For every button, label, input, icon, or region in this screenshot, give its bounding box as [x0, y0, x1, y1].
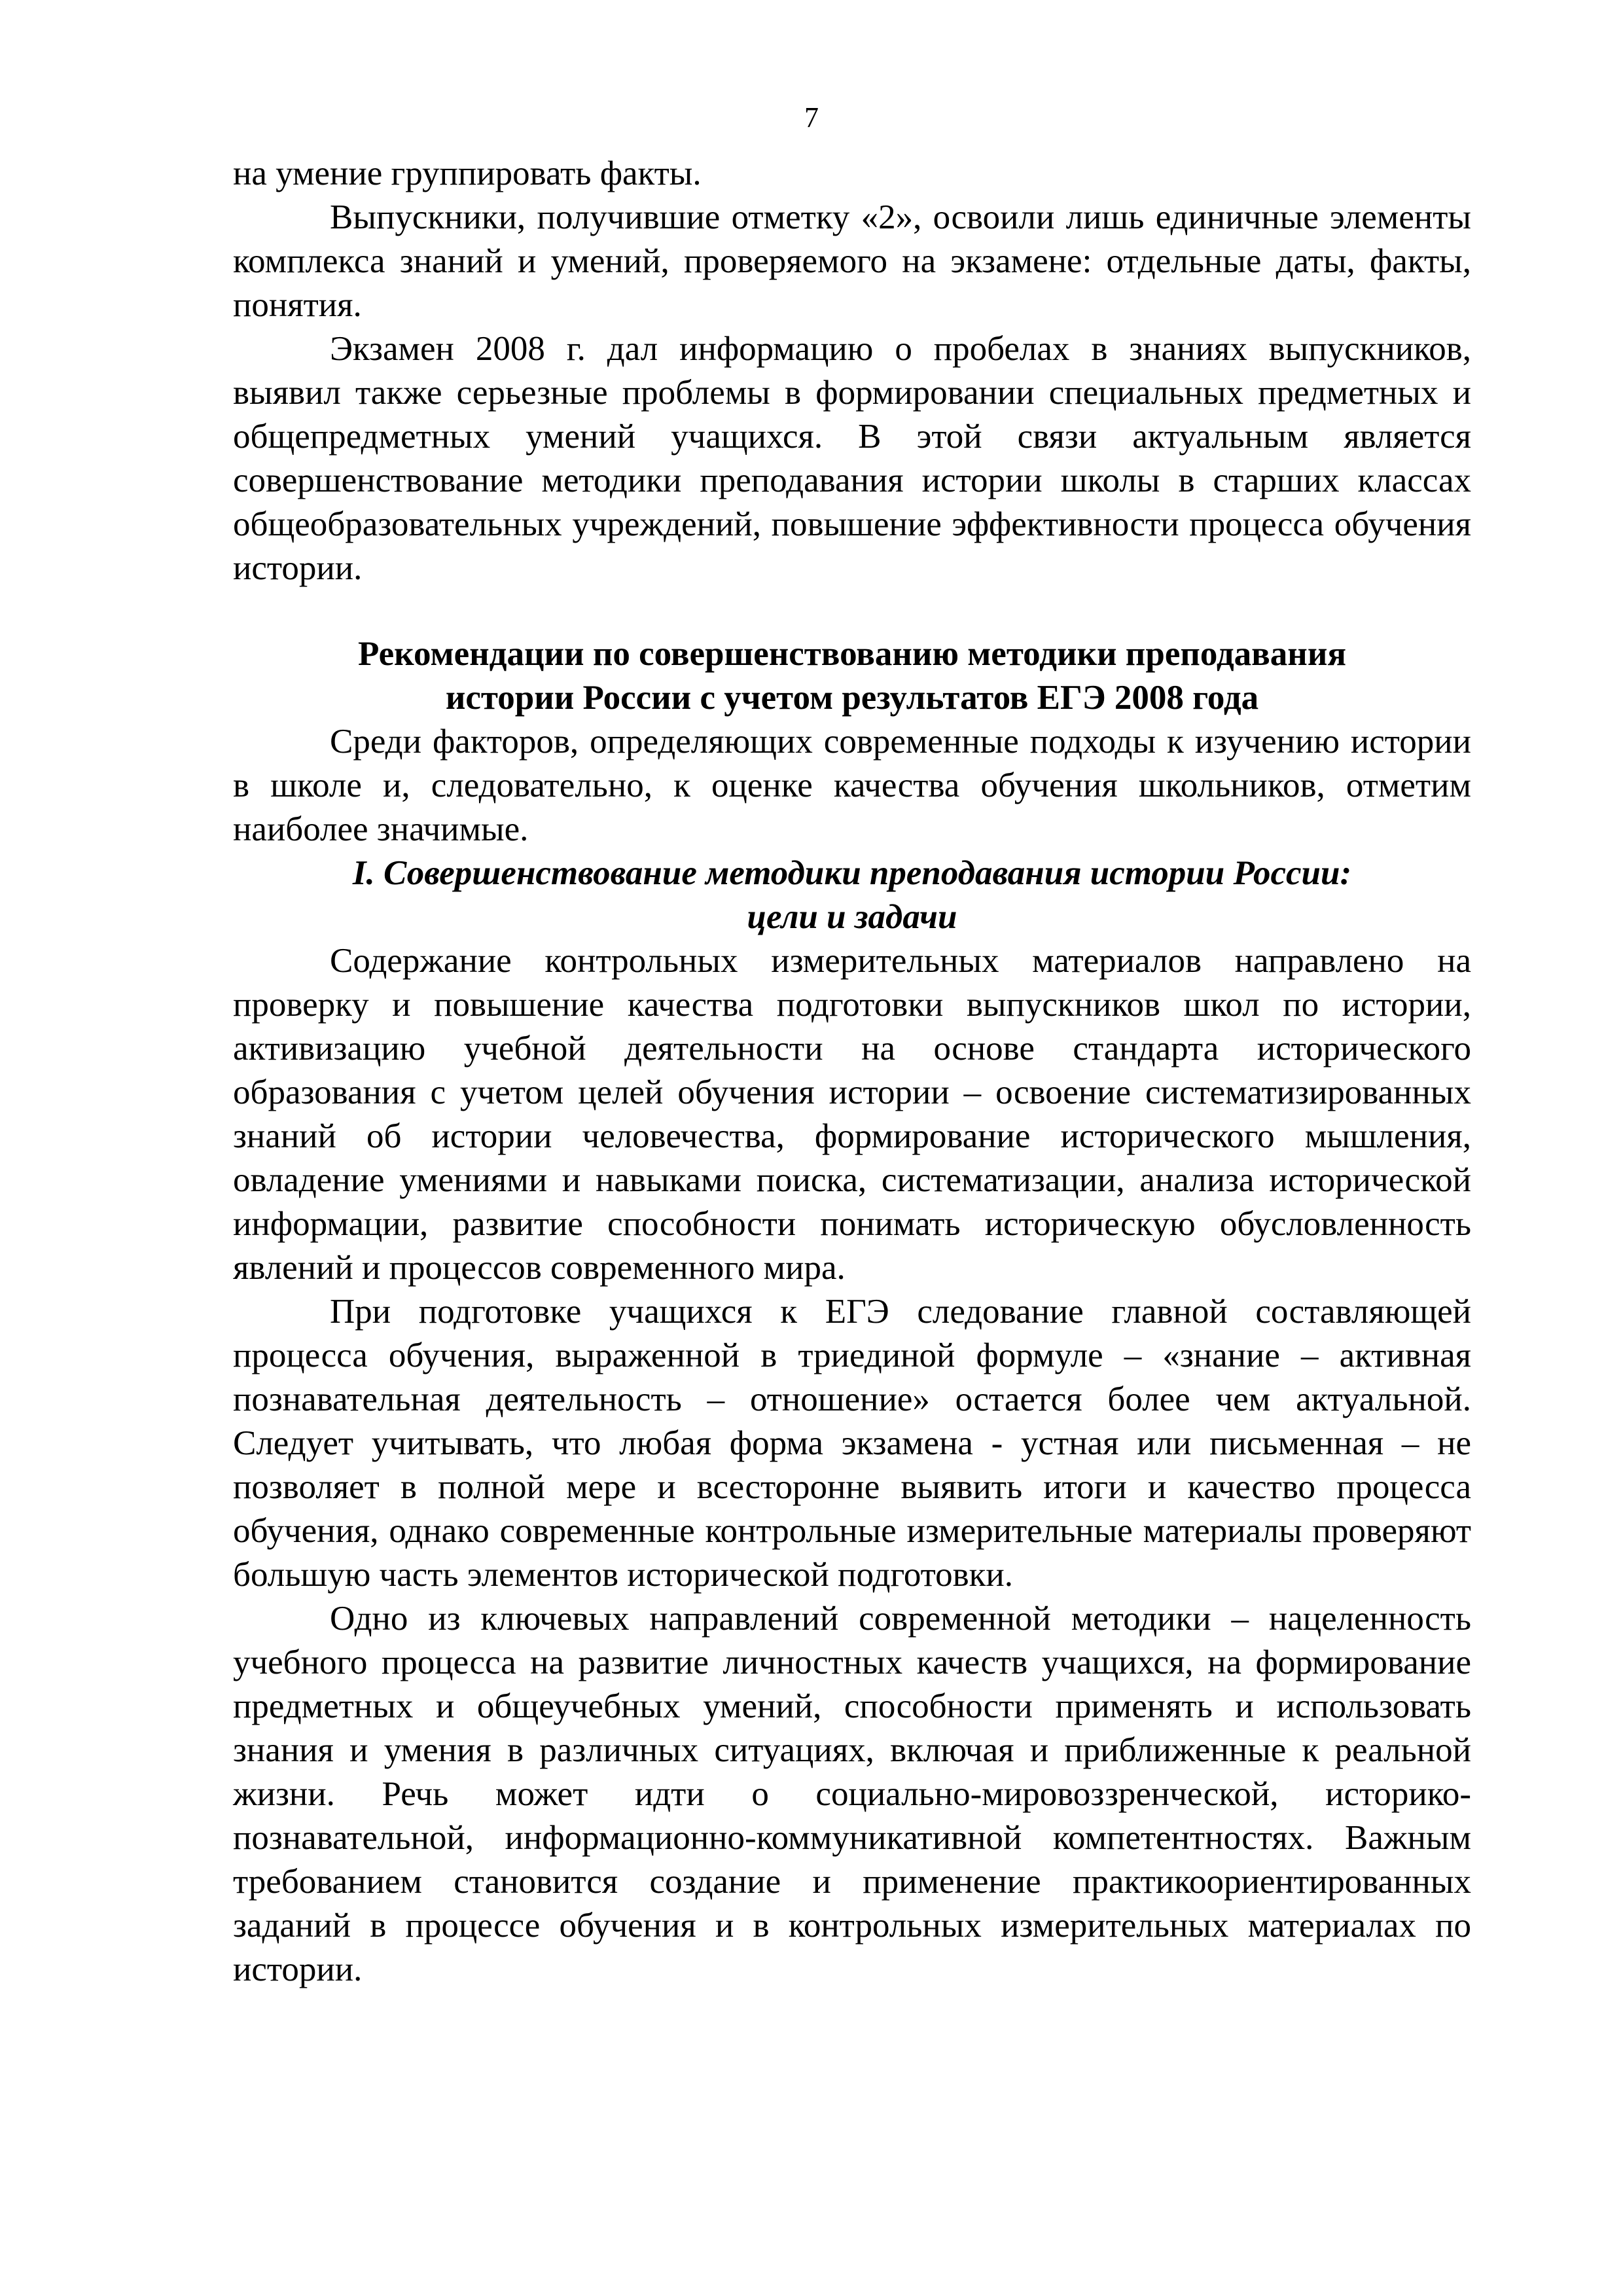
section-heading — [233, 632, 1471, 720]
subsection-heading-line: цели и задачи — [747, 898, 957, 936]
paragraph: Содержание контрольных измерительных материалов направлено на проверку и повышение качества подготовки выпускников школ по истории, активизацию учебной деятельности на основе стандарта исторического образования с учетом целей обучения истории – освоение систематизированных знаний об истории человечества, формирование исторического мышления, овладение умениями и навыками поиска, систематизации, анализа исторической информации, развитие способности понимать историческую обусловленность явлений и процессов современного мира. — [233, 942, 1471, 1287]
subsection-heading-line: I. Совершенствование методики преподавания истории России: — [352, 854, 1352, 892]
subsection-heading — [233, 852, 1471, 939]
section-heading-line: Рекомендации по совершенствованию методики преподавания — [357, 635, 1347, 673]
page-number: 7 — [804, 101, 819, 134]
paragraph: на умение группировать факты. — [233, 154, 702, 192]
paragraph: При подготовке учащихся к ЕГЭ следование главной составляющей процесса обучения, выраженной в триединой формуле – «знание – активная познавательная деятельность – отношение» остается более чем актуальной. Следует учитывать, что любая форма экзамена - устная или письменная – не позволяет в полной мере и всесторонне выявить итоги и качество процесса обучения, однако современные контрольные измерительные материалы проверяют большую часть элементов исторической подготовки. — [233, 1293, 1471, 1594]
document-body — [233, 152, 1471, 1992]
paragraph: Экзамен 2008 г. дал информацию о пробелах в знаниях выпускников, выявил также серьезные проблемы в формировании специальных предметных и общепредметных умений учащихся. В этой связи актуальным является совершенствование методики преподавания истории школы в старших классах общеобразовательных учреждений, повышение эффективности процесса обучения истории. — [233, 330, 1471, 587]
paragraph: Среди факторов, определяющих современные подходы к изучению истории в школе и, следовательно, к оценке качества обучения школьников, отметим наиболее значимые. — [233, 723, 1471, 848]
section-heading-line: истории России с учетом результатов ЕГЭ 2008 года — [445, 679, 1259, 717]
paragraph: Выпускники, получившие отметку «2», освоили лишь единичные элементы комплекса знаний и умений, проверяемого на экзамене: отдельные даты, факты, понятия. — [233, 198, 1471, 324]
paragraph: Одно из ключевых направлений современной методики – нацеленность учебного процесса на развитие личностных качеств учащихся, на формирование предметных и общеучебных умений, способности применять и использовать знания и умения в различных ситуациях, включая и приближенные к реальной жизни. Речь может идти о социально-мировоззренческой, историко-познавательной, информационно-коммуникативной компетентностях. Важным требованием становится создание и применение практикоориентированных заданий в процессе обучения и в контрольных измерительных материалах по истории. — [233, 1600, 1471, 1988]
